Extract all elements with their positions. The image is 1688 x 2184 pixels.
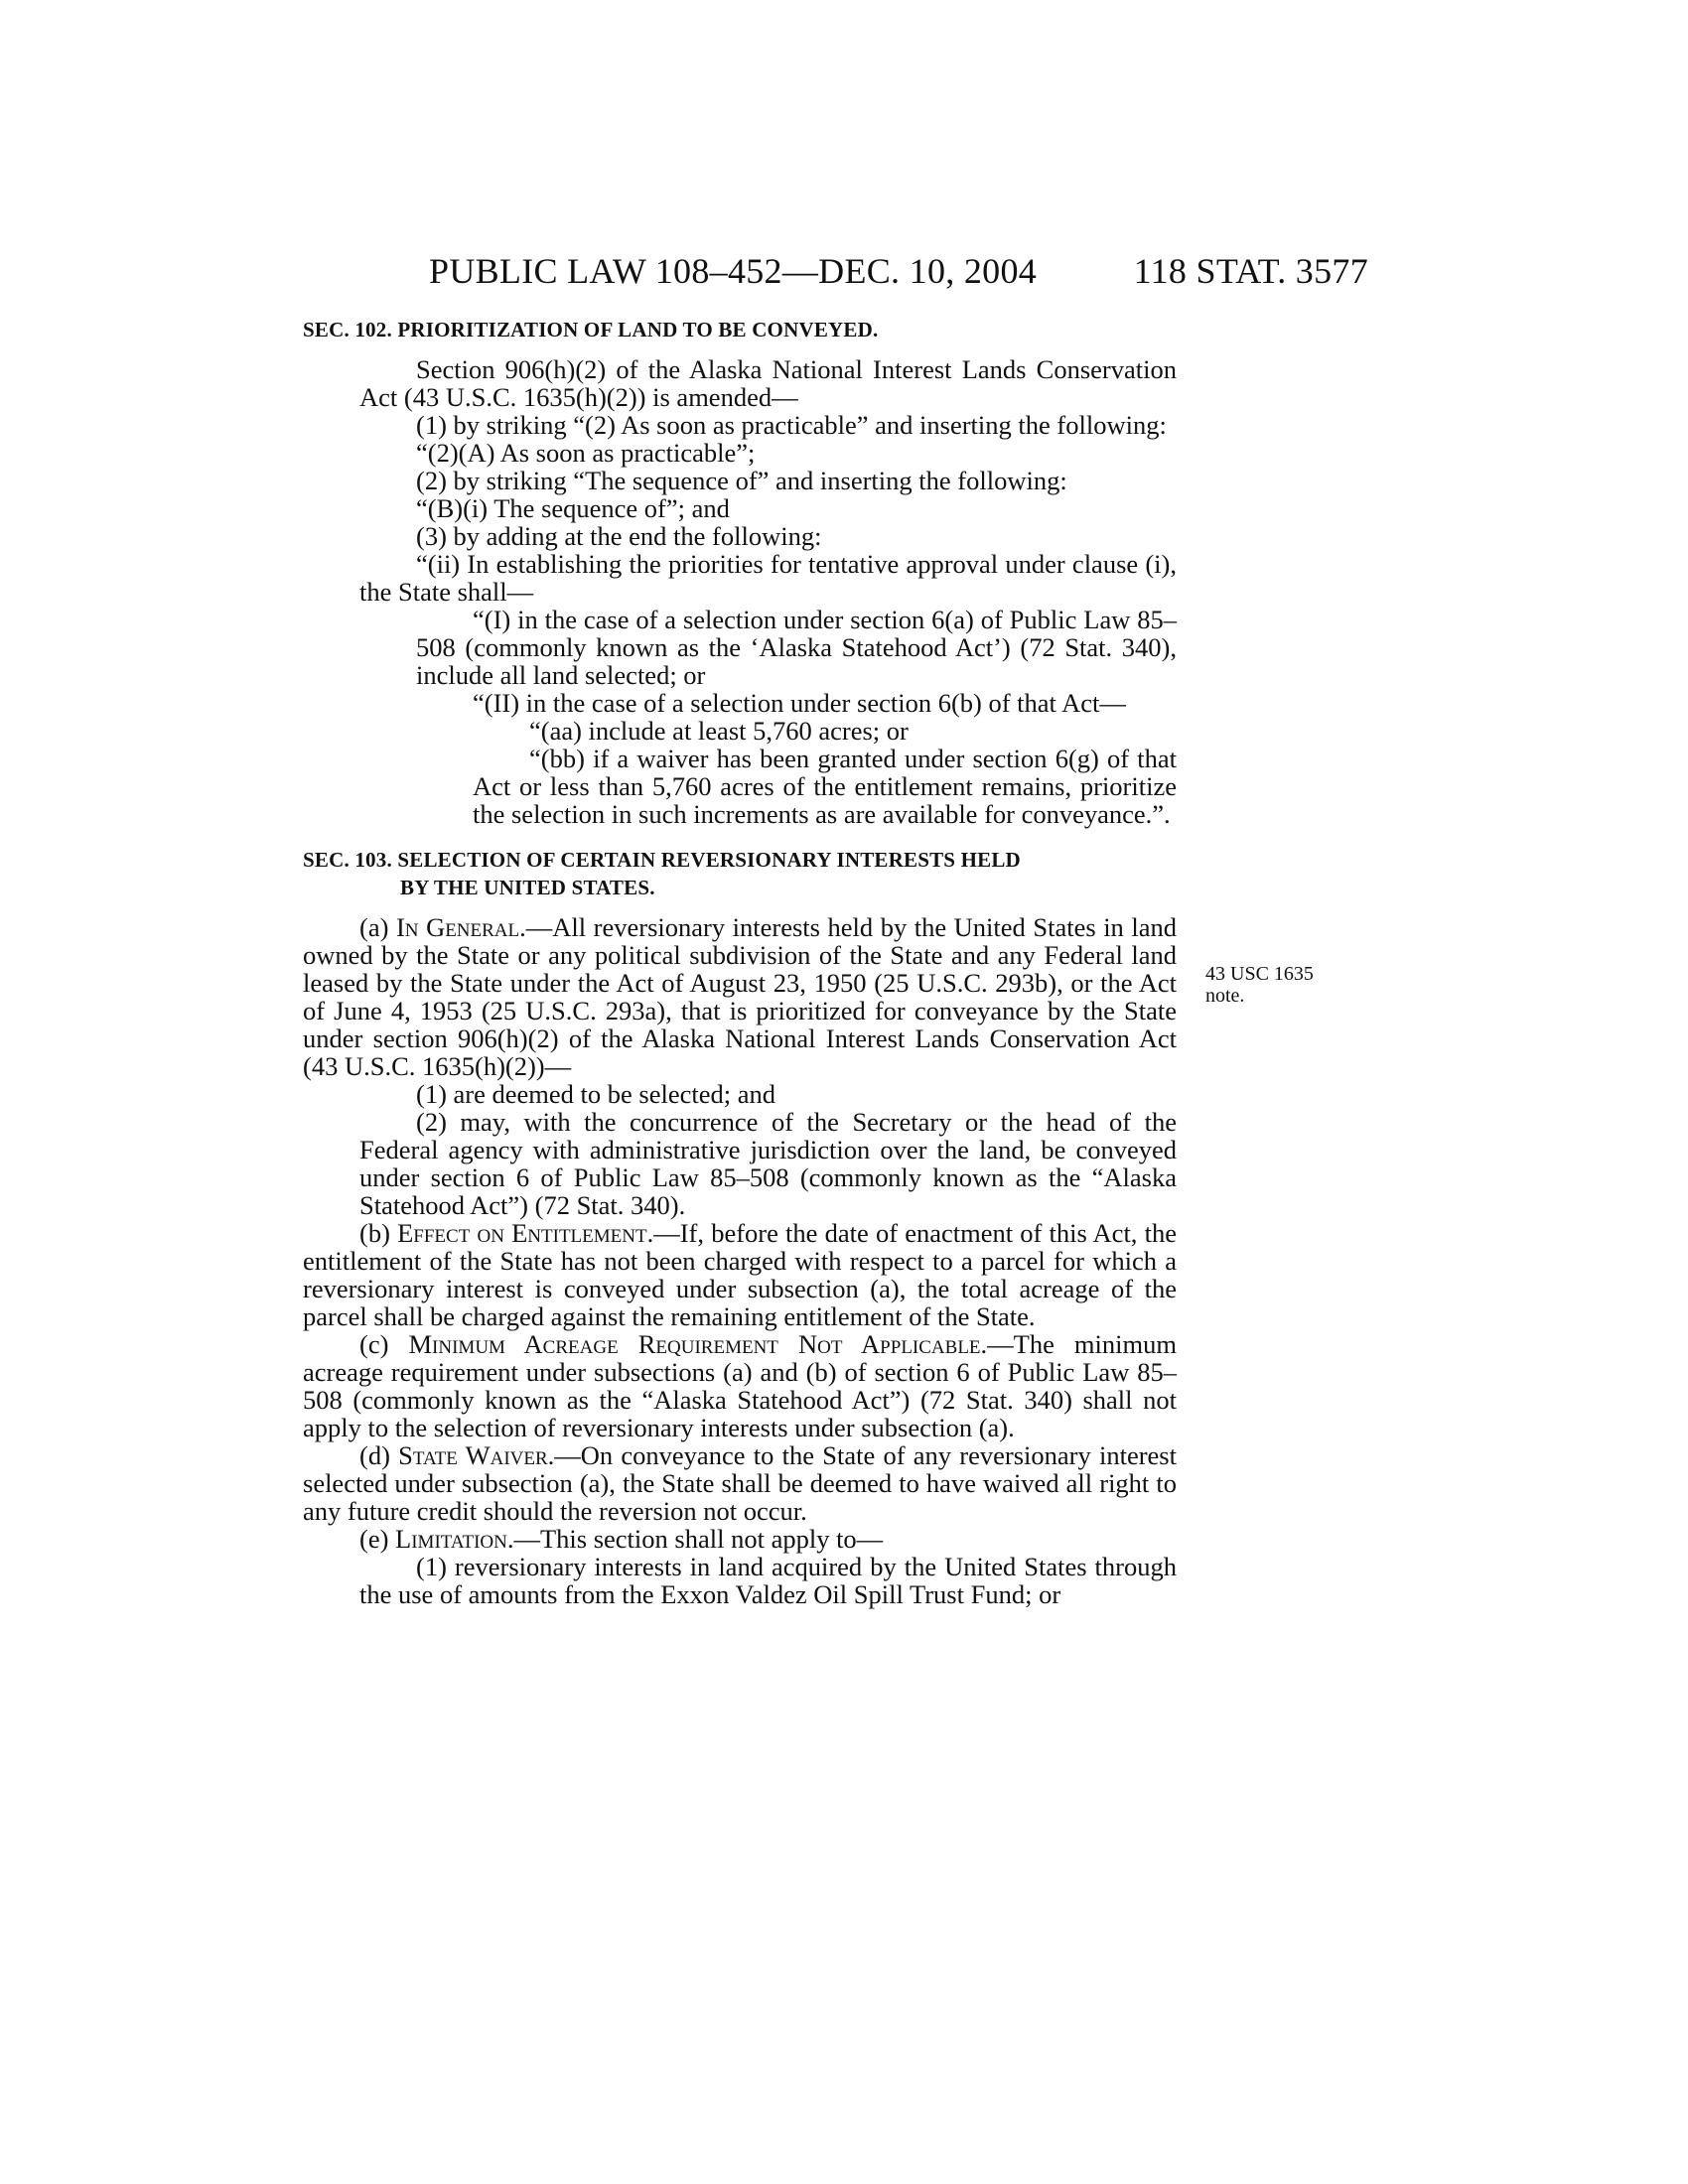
- sec103-c-label: (c): [359, 1329, 409, 1359]
- sec103-b-text: .—If, before the date of enactment of this Act, the entitlement of the State has not been charged with respect to a parcel for which a reversionary interest is conveyed under subsection (a), the total acreage of the parcel shall be charged against the remaining entitlement of the State.: [303, 1218, 1177, 1331]
- margin-note-line1: 43 USC 1635: [1205, 963, 1314, 985]
- running-head: PUBLIC LAW 108–452—DEC. 10, 2004: [429, 251, 1038, 291]
- sec103-c-caption: Minimum Acreage Requirement Not Applicable: [408, 1329, 981, 1359]
- margin-note: [1205, 963, 1314, 1007]
- sec103-d-label: (d): [359, 1440, 399, 1470]
- sec103-a-text: .—All reversionary interests held by the United States in land owned by the State or any political subdivision of the State and any Federal land leased by the State under the Act of August 23, 1950 (25 U.S.C. 293b), or the Act of June 4, 1953 (25 U.S.C. 293a), that is prioritized for conveyance by the State under section 906(h)(2) of the Alaska National Interest Lands Conservation Act (43 U.S.C. 1635(h)(2))—: [303, 912, 1177, 1081]
- sec103-e-text: .—This section shall not apply to—: [506, 1524, 884, 1554]
- sec102-para-1-text: (1) by striking “(2) As soon as practicable” and inserting the following:: [416, 410, 1167, 440]
- section-103-heading-line1: SEC. 103. SELECTION OF CERTAIN REVERSIONARY INTERESTS HELD: [303, 848, 1021, 872]
- margin-note-line2: note.: [1205, 985, 1245, 1007]
- sec103-subsection-c: [303, 1330, 1177, 1441]
- sec102-para-3: (3) by adding at the end the following:: [416, 521, 822, 551]
- sec103-a-para-1: (1) are deemed to be selected; and: [416, 1079, 775, 1109]
- sec103-e-para-1: (1) reversionary interests in land acquired by the United States through the use of amounts from the Exxon Valdez Oil Spill Trust Fund; or: [359, 1552, 1177, 1609]
- section-103-heading: [303, 846, 1177, 901]
- sec103-b-caption: Effect on Entitlement: [397, 1218, 647, 1248]
- body-text: [303, 316, 1177, 1608]
- sec103-d-text: .—On conveyance to the State of any reversionary interest selected under subsection (a), the State shall be deemed to have waived all right to any future credit should the reversion not occur.: [303, 1440, 1177, 1526]
- sec103-subsection-e: [303, 1525, 1177, 1553]
- sec102-subclause-II: “(II) in the case of a selection under section 6(b) of that Act—: [473, 688, 1126, 718]
- sec102-quote-2a: “(2)(A) As soon as practicable”;: [416, 438, 756, 468]
- sec103-e-caption: Limitation: [395, 1524, 507, 1554]
- sec102-para-1: [303, 411, 1177, 439]
- sec102-intro: Section 906(h)(2) of the Alaska National Interest Lands Conservation Act (43 U.S.C. 1635(h)(2)) is amended—: [359, 354, 1177, 412]
- sec103-c-text: .—The minimum acreage requirement under subsections (a) and (b) of section 6 of Public Law 85–508 (commonly known as the “Alaska Statehood Act”) (72 Stat. 340) shall not apply to the selection of reversionary interests under subsection (a).: [303, 1329, 1177, 1442]
- sec102-para-2: (2) by striking “The sequence of” and inserting the following:: [416, 466, 1067, 495]
- section-103-heading-line2: BY THE UNITED STATES.: [400, 876, 655, 899]
- sec102-item-aa: “(aa) include at least 5,760 acres; or: [529, 716, 909, 746]
- sec102-item-bb: “(bb) if a waiver has been granted under section 6(g) of that Act or less than 5,760 acres of the entitlement remains, prioritize the selection in such increments as are available for conveyance.”.: [473, 744, 1177, 829]
- sec102-clause-ii: “(ii) In establishing the priorities for tentative approval under clause (i), the State shall—: [359, 549, 1177, 607]
- sec103-a-para-2: (2) may, with the concurrence of the Secretary or the head of the Federal agency with administrative jurisdiction over the land, be conveyed under section 6 of Public Law 85–508 (commonly known as the “Alaska Statehood Act”) (72 Stat. 340).: [359, 1107, 1177, 1220]
- sec103-subsection-b: [303, 1219, 1177, 1330]
- sec103-a-label: (a): [359, 912, 396, 942]
- sec103-subsection-d: [303, 1441, 1177, 1525]
- sec103-b-label: (b): [359, 1218, 398, 1248]
- sec102-quote-bi: “(B)(i) The sequence of”; and: [416, 493, 730, 523]
- sec103-d-caption: State Waiver: [398, 1440, 548, 1470]
- sec103-a-caption: In General: [395, 912, 520, 942]
- statute-reference: 118 STAT. 3577: [1133, 251, 1368, 291]
- sec103-subsection-a: [303, 913, 1177, 1080]
- section-102-heading: SEC. 102. PRIORITIZATION OF LAND TO BE CONVEYED.: [303, 318, 879, 341]
- sec102-subclause-I: “(I) in the case of a selection under section 6(a) of Public Law 85–508 (commonly known as the ‘Alaska Statehood Act’) (72 Stat. 340), include all land selected; or: [416, 605, 1177, 690]
- sec103-e-label: (e): [359, 1524, 396, 1554]
